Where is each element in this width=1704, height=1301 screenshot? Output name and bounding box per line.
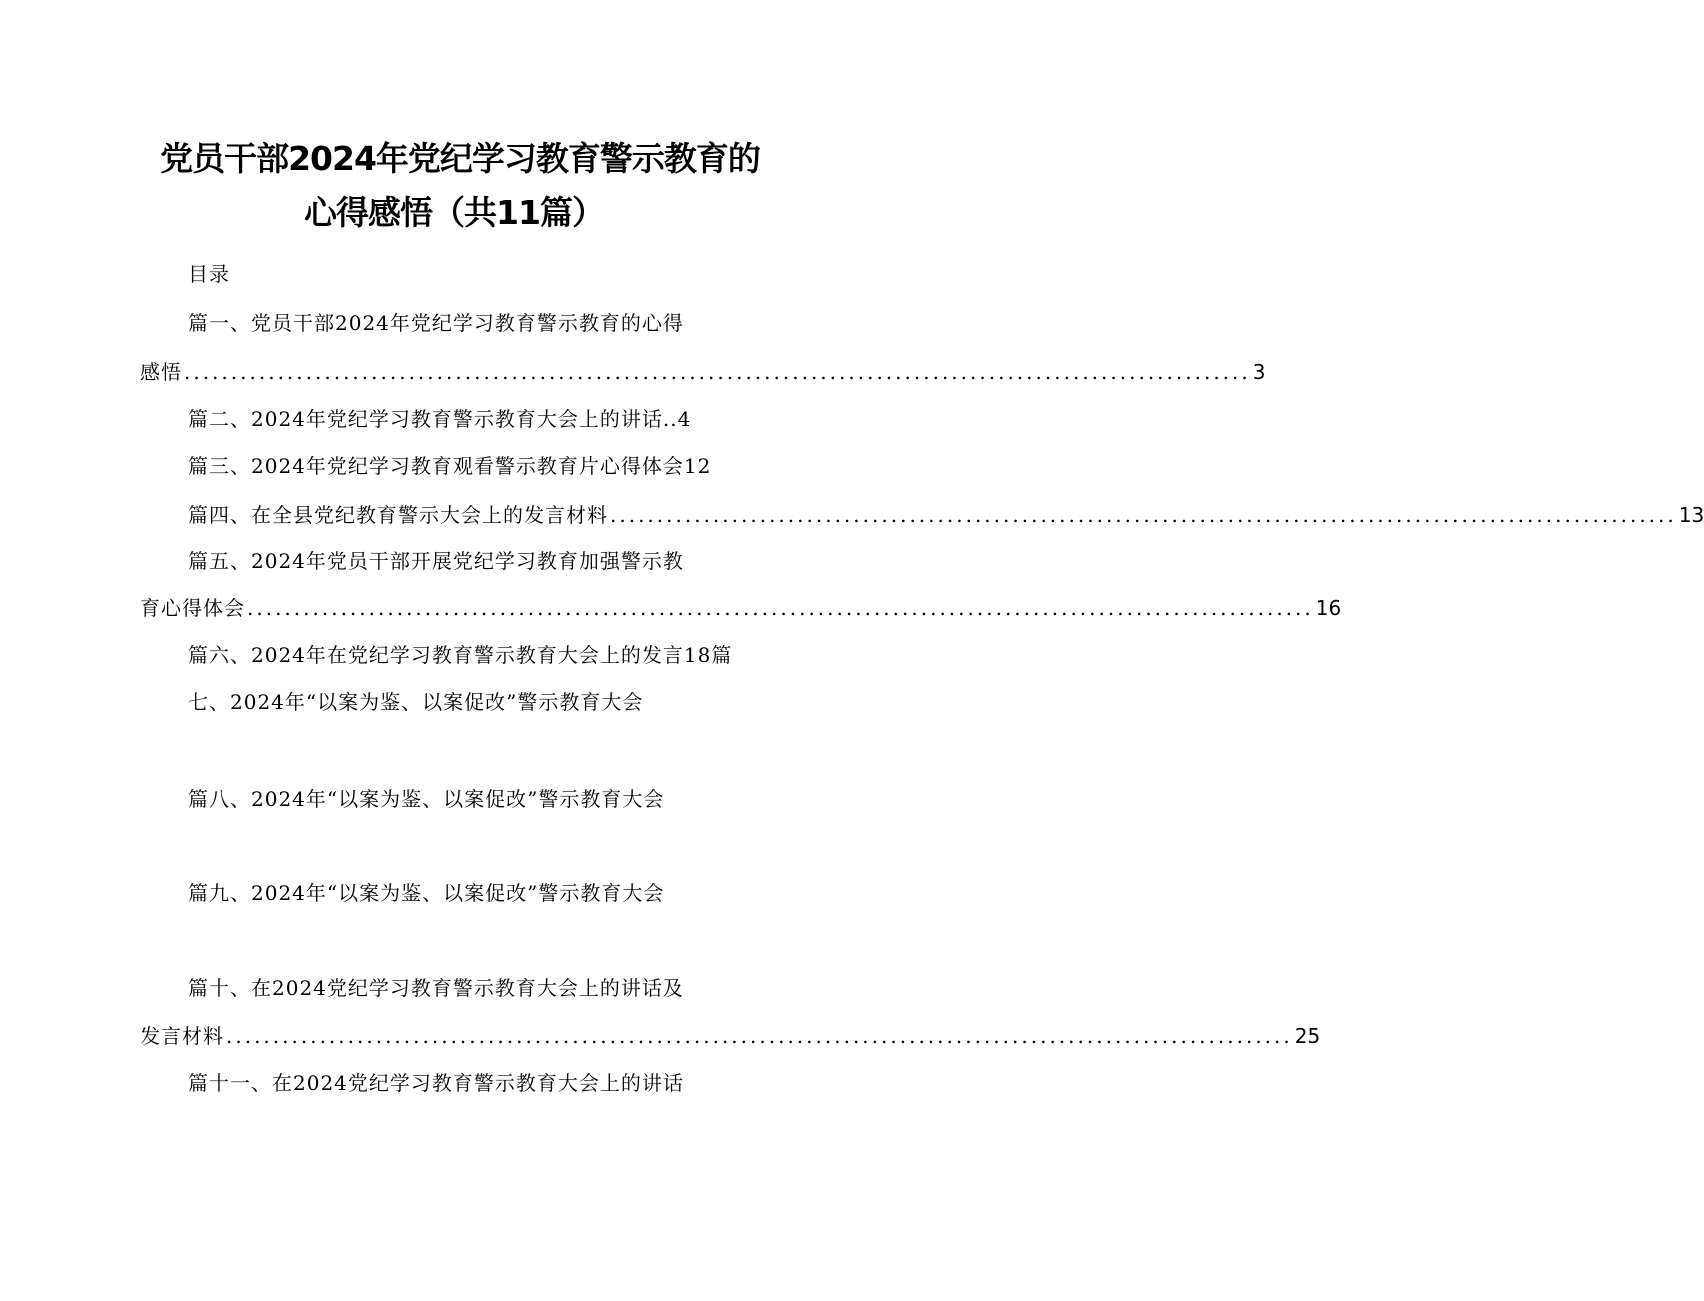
toc-entry-1-title-cont: 感悟 — [140, 360, 182, 384]
dot-leader: .................................................................................................................. — [610, 503, 1677, 527]
dot-leader: .................................................................................................................. — [247, 596, 1314, 620]
dot-leader: .................................................................................................................. — [184, 360, 1251, 384]
toc-heading: 目录 — [188, 262, 230, 286]
toc-entry-8: 篇八、2024年“以案为鉴、以案促改”警示教育大会 — [188, 787, 665, 811]
toc-entry-1-page: 3 — [1252, 360, 1266, 384]
toc-entry-11: 篇十一、在2024党纪学习教育警示教育大会上的讲话 — [188, 1071, 684, 1095]
toc-entry-10-title: 篇十、在2024党纪学习教育警示教育大会上的讲话及 — [188, 976, 684, 1000]
toc-entry-1-leader-row — [140, 360, 1266, 384]
toc-entry-3: 篇三、2024年党纪学习教育观看警示教育片心得体会12 — [188, 454, 712, 478]
toc-entry-7: 七、2024年“以案为鉴、以案促改”警示教育大会 — [188, 690, 644, 714]
toc-entry-5-page: 16 — [1315, 596, 1342, 620]
dot-leader: .................................................................................................................. — [226, 1024, 1293, 1048]
toc-entry-10-page: 25 — [1294, 1024, 1321, 1048]
toc-entry-5-leader-row — [140, 596, 1342, 620]
document-title-line-1: 党员干部2024年党纪学习教育警示教育的 — [160, 139, 760, 178]
toc-entry-10-leader-row — [140, 1024, 1321, 1048]
toc-entry-5-title-cont: 育心得体会 — [140, 596, 245, 620]
toc-entry-5-title: 篇五、2024年党员干部开展党纪学习教育加强警示教 — [188, 549, 684, 573]
document-title-line-2: 心得感悟（共11篇） — [304, 193, 604, 232]
toc-entry-2: 篇二、2024年党纪学习教育警示教育大会上的讲话..4 — [188, 407, 692, 431]
toc-entry-1-title: 篇一、党员干部2024年党纪学习教育警示教育的心得 — [188, 311, 684, 335]
toc-entry-6: 篇六、2024年在党纪学习教育警示教育大会上的发言18篇 — [188, 643, 733, 667]
toc-entry-4 — [188, 503, 1704, 527]
toc-entry-4-page: 13 — [1678, 503, 1704, 527]
toc-entry-4-title: 篇四、在全县党纪教育警示大会上的发言材料 — [188, 503, 608, 527]
toc-entry-10-title-cont: 发言材料 — [140, 1024, 224, 1048]
toc-entry-9: 篇九、2024年“以案为鉴、以案促改”警示教育大会 — [188, 881, 665, 905]
